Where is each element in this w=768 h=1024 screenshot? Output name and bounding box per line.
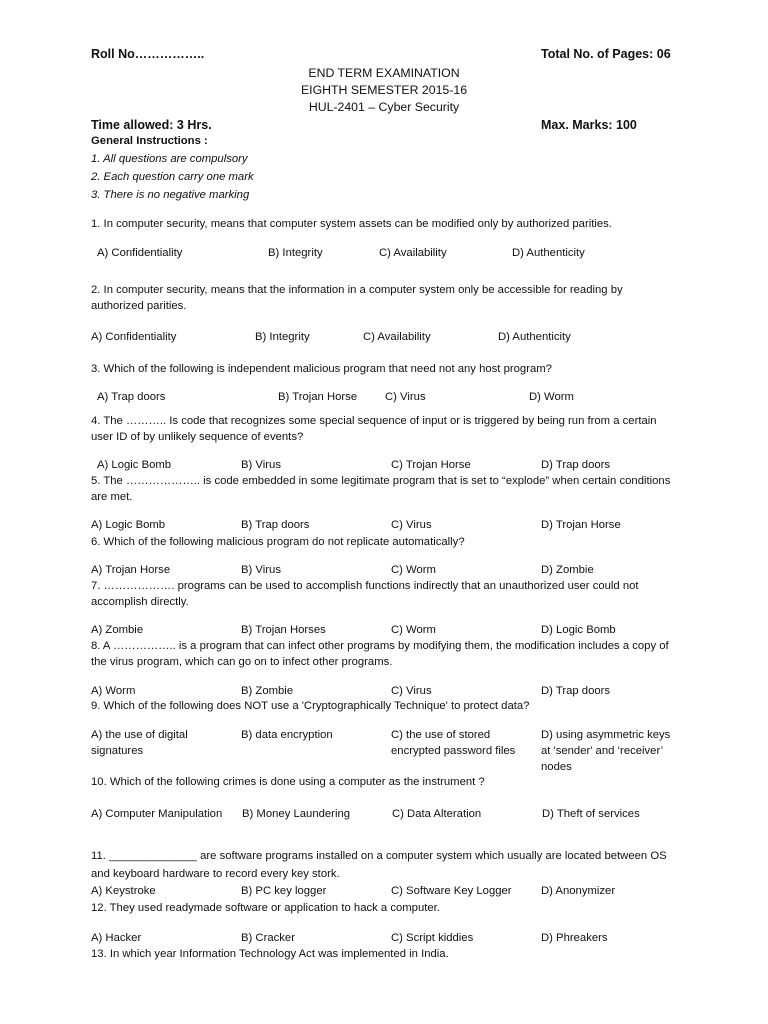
option-c: C) Software Key Logger	[391, 885, 512, 897]
option-a: A) Logic Bomb	[97, 459, 172, 471]
question-text: 7. ………………. programs can be used to accomplish functions indirectly that an unauthorized user could not	[91, 580, 639, 592]
option-c: C) Virus	[385, 391, 426, 403]
max-marks: Max. Marks: 100	[541, 118, 637, 132]
question-text: 6. Which of the following malicious program do not replicate automatically?	[91, 536, 465, 548]
instruction-item: 2. Each question carry one mark	[91, 171, 254, 183]
option-d: D) Zombie	[541, 564, 594, 576]
option-c: C) Trojan Horse	[391, 459, 471, 471]
option-a: A) Hacker	[91, 932, 142, 944]
option-a: A) Keystroke	[91, 885, 156, 897]
option-d: D) Phreakers	[541, 932, 608, 944]
option-c: C) Availability	[379, 247, 447, 259]
instruction-item: 1. All questions are compulsory	[91, 153, 248, 165]
instructions-heading: General Instructions :	[91, 135, 208, 147]
question-text: accomplish directly.	[91, 596, 189, 608]
option-b: B) Trojan Horses	[241, 624, 326, 636]
option-d: D) Trap doors	[541, 459, 611, 471]
option-d: D) using asymmetric keys	[541, 729, 671, 741]
question-text: 11. ______________ are software programs installed on a computer system which usually are located between OS	[91, 850, 667, 862]
question-text: 8. A …………….. is a program that can infect other programs by modifying them, the modification includes a copy of	[91, 640, 669, 652]
option-a: A) Trojan Horse	[91, 564, 171, 576]
question-text: 2. In computer security, means that the information in a computer system only be accessible for reading by	[91, 284, 623, 296]
option-a: A) Zombie	[91, 624, 144, 636]
semester: EIGHTH SEMESTER 2015-16	[300, 83, 468, 97]
question-text: and keyboard hardware to record every key stork.	[91, 868, 340, 880]
course-title: HUL-2401 – Cyber Security	[308, 100, 460, 114]
option-c: C) Availability	[363, 331, 431, 343]
option-a-cont: signatures	[91, 745, 144, 757]
option-c: C) Script kiddies	[391, 932, 474, 944]
instruction-item: 3. There is no negative marking	[91, 189, 250, 201]
option-b: B) Virus	[241, 459, 281, 471]
option-a: A) the use of digital	[91, 729, 188, 741]
option-d: D) Logic Bomb	[541, 624, 616, 636]
question-text: authorized parities.	[91, 300, 187, 312]
total-pages: Total No. of Pages: 06	[541, 47, 671, 61]
option-d: D) Trap doors	[541, 685, 611, 697]
option-c: C) Virus	[391, 685, 432, 697]
option-d: D) Theft of services	[542, 808, 640, 820]
option-c: C) Worm	[391, 624, 436, 636]
option-b: B) Cracker	[241, 932, 295, 944]
question-text: 4. The ……….. Is code that recognizes some special sequence of input or is triggered by being run from a certain	[91, 415, 657, 427]
option-c: C) the use of stored	[391, 729, 491, 741]
question-text: 9. Which of the following does NOT use a 'Cryptographically Technique' to protect data?	[91, 700, 530, 712]
option-b: B) Integrity	[255, 331, 310, 343]
option-c: C) Data Alteration	[392, 808, 482, 820]
option-a: A) Trap doors	[97, 391, 166, 403]
option-d: D) Anonymizer	[541, 885, 616, 897]
option-a: A) Computer Manipulation	[91, 808, 223, 820]
option-b: B) PC key logger	[241, 885, 327, 897]
option-c: C) Worm	[391, 564, 436, 576]
question-text: 1. In computer security, means that computer system assets can be modified only by authorized parities.	[91, 218, 612, 230]
option-b: B) Trap doors	[241, 519, 310, 531]
question-text: the virus program, which can go on to infect other programs.	[91, 656, 393, 668]
question-text: 3. Which of the following is independent malicious program that need not any host program?	[91, 363, 552, 375]
option-d: D) Trojan Horse	[541, 519, 621, 531]
roll-number: Roll No……………..	[91, 47, 205, 61]
option-b: B) Trojan Horse	[278, 391, 358, 403]
question-text: are met.	[91, 491, 133, 503]
option-d: D) Authenticity	[512, 247, 585, 259]
option-a: A) Logic Bomb	[91, 519, 166, 531]
option-c-cont: encrypted password files	[391, 745, 516, 757]
option-a: A) Confidentiality	[91, 331, 177, 343]
question-text: 13. In which year Information Technology Act was implemented in India.	[91, 948, 449, 960]
option-d: D) Authenticity	[498, 331, 571, 343]
option-d: D) Worm	[529, 391, 574, 403]
option-c: C) Virus	[391, 519, 432, 531]
option-b: B) Virus	[241, 564, 281, 576]
option-b: B) Money Laundering	[242, 808, 351, 820]
question-text: user ID of by unlikely sequence of events?	[91, 431, 304, 443]
option-b: B) Zombie	[241, 685, 294, 697]
exam-title: END TERM EXAMINATION	[308, 66, 460, 80]
time-allowed: Time allowed: 3 Hrs.	[91, 118, 212, 132]
option-d-cont: nodes	[541, 761, 572, 773]
option-b: B) Integrity	[268, 247, 323, 259]
option-a: A) Confidentiality	[97, 247, 183, 259]
question-text: 5. The ……………….. is code embedded in some legitimate program that is set to “explode” when certain conditions	[91, 475, 671, 487]
option-a: A) Worm	[91, 685, 136, 697]
question-text: 10. Which of the following crimes is done using a computer as the instrument ?	[91, 776, 485, 788]
question-text: 12. They used readymade software or application to hack a computer.	[91, 902, 440, 914]
option-d-cont: at 'sender' and ‘receiver’	[541, 745, 664, 757]
option-b: B) data encryption	[241, 729, 333, 741]
